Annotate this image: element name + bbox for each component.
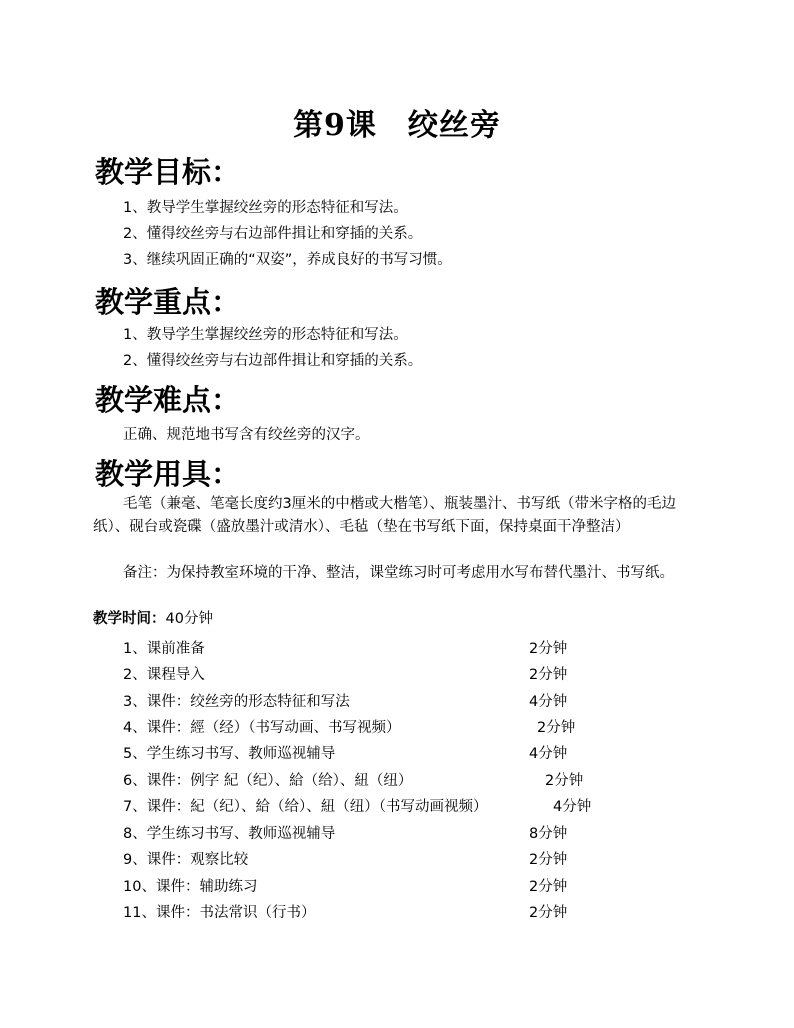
tools-note-text: 备注：为保持教室环境的干净、整洁，课堂练习时可考虑用水写布替代墨汁、书写纸。 <box>123 565 674 581</box>
schedule-item: 8、学生练习书写、教师巡视辅导 <box>123 826 336 842</box>
schedule-item: 11、课件：书法常识（行书） <box>123 905 316 921</box>
focus-item: 1、教导学生掌握绞丝旁的形态特征和写法。 <box>123 327 408 343</box>
tools-note <box>93 562 705 585</box>
goal-item: 1、教导学生掌握绞丝旁的形态特征和写法。 <box>123 200 408 216</box>
schedule-duration: 2分钟 <box>529 667 568 683</box>
section-heading-focus: 教学重点： <box>95 285 241 319</box>
schedule-item: 5、学生练习书写、教师巡视辅导 <box>123 746 336 762</box>
time-label: 教学时间： <box>93 611 166 627</box>
schedule-item: 7、课件：紀（纪）、給（给）、紐（纽）（书写动画视频） <box>123 799 488 815</box>
schedule-duration: 2分钟 <box>537 720 576 736</box>
section-heading-goals: 教学目标： <box>95 155 241 189</box>
schedule-item: 9、课件：观察比较 <box>123 852 249 868</box>
schedule-duration: 2分钟 <box>529 852 568 868</box>
schedule-item: 6、课件：例字 紀（纪）、給（给）、紐（纽） <box>123 773 413 789</box>
difficulty-item: 正确、规范地书写含有绞丝旁的汉字。 <box>123 427 370 443</box>
section-heading-tools: 教学用具： <box>95 457 241 491</box>
schedule-duration: 4分钟 <box>553 799 592 815</box>
tools-paragraph-text: 毛笔（兼毫、笔毫长度约3厘米的中楷或大楷笔）、瓶装墨汁、书写纸（带米字格的毛边纸）、砚台或瓷碟（盛放墨汁或清水）、毛毡（垫在书写纸下面，保持桌面干净整洁） <box>93 496 676 535</box>
schedule-duration: 2分钟 <box>529 641 568 657</box>
focus-item: 2、懂得绞丝旁与右边部件揖让和穿插的关系。 <box>123 353 423 369</box>
schedule-duration: 2分钟 <box>545 773 584 789</box>
schedule-duration: 4分钟 <box>529 746 568 762</box>
schedule-duration: 2分钟 <box>529 879 568 895</box>
goal-item: 3、继续巩固正确的“双姿”，养成良好的书写习惯。 <box>123 252 452 268</box>
schedule-item: 1、课前准备 <box>123 641 205 657</box>
page-title: 第9课 绞丝旁 <box>293 108 501 143</box>
goal-item: 2、懂得绞丝旁与右边部件揖让和穿插的关系。 <box>123 226 423 242</box>
schedule-item: 4、课件：經（经）（书写动画、书写视频） <box>123 720 401 736</box>
schedule-duration: 8分钟 <box>529 826 568 842</box>
time-header <box>93 607 213 628</box>
schedule-item: 2、课程导入 <box>123 667 205 683</box>
schedule-item: 10、课件：辅助练习 <box>123 879 258 895</box>
tools-paragraph <box>93 493 705 538</box>
section-heading-difficulty: 教学难点： <box>95 383 241 417</box>
schedule-item: 3、课件：绞丝旁的形态特征和写法 <box>123 694 350 710</box>
time-total: 40分钟 <box>165 611 213 627</box>
schedule-duration: 4分钟 <box>529 694 568 710</box>
schedule-duration: 2分钟 <box>529 905 568 921</box>
